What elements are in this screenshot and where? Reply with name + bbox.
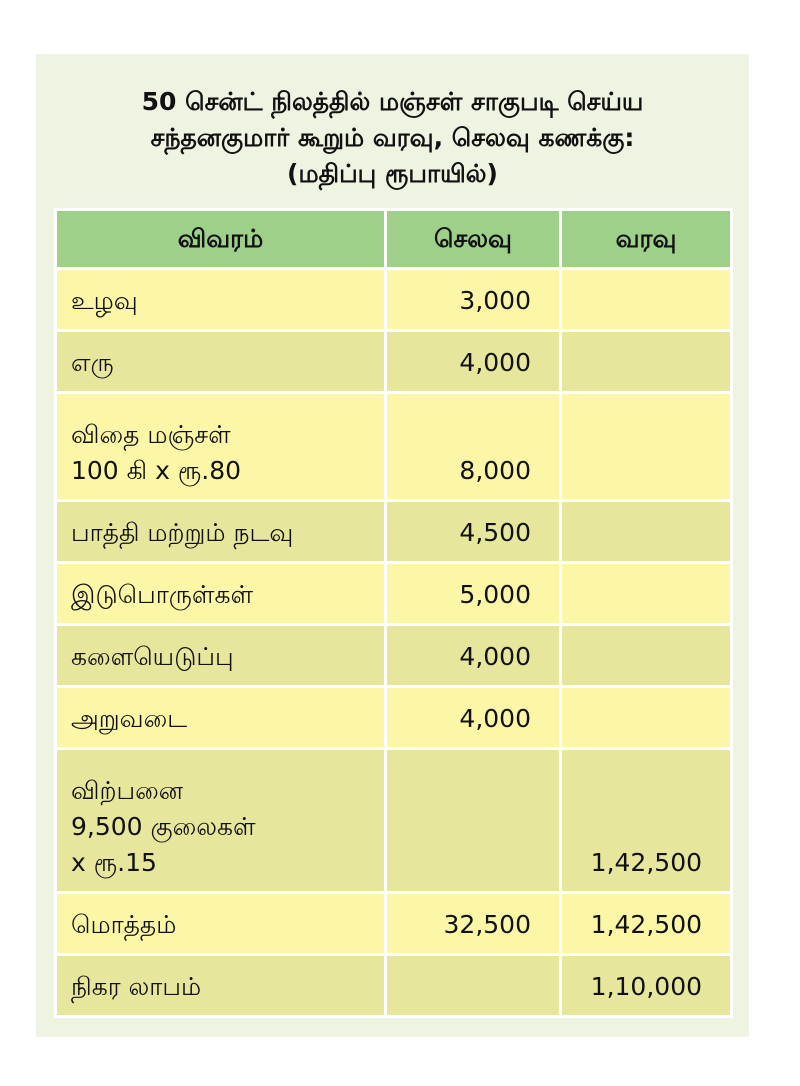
- table-row: [56, 625, 732, 687]
- row-income: [561, 687, 732, 749]
- row-item: மொத்தம்: [56, 893, 386, 955]
- row-income: 1,42,500: [561, 893, 732, 955]
- row-income: [561, 269, 732, 331]
- row-income: [561, 393, 732, 501]
- row-expense: [386, 955, 561, 1017]
- row-expense: 5,000: [386, 563, 561, 625]
- row-expense: 32,500: [386, 893, 561, 955]
- row-item: பாத்தி மற்றும் நடவு: [56, 501, 386, 563]
- row-expense: 4,500: [386, 501, 561, 563]
- row-expense: 4,000: [386, 331, 561, 393]
- row-income: [561, 625, 732, 687]
- row-income: [561, 563, 732, 625]
- row-item: அறுவடை: [56, 687, 386, 749]
- row-item: களையெடுப்பு: [56, 625, 386, 687]
- row-item: எரு: [56, 331, 386, 393]
- accounts-table: [54, 208, 733, 1018]
- header-expense: செலவு: [386, 210, 561, 269]
- row-expense: 3,000: [386, 269, 561, 331]
- header-details: விவரம்: [56, 210, 386, 269]
- row-income: [561, 501, 732, 563]
- row-expense: 4,000: [386, 687, 561, 749]
- table-row: [56, 893, 732, 955]
- table-row: [56, 269, 732, 331]
- row-expense: 8,000: [386, 393, 561, 501]
- table-row: [56, 563, 732, 625]
- table-row: [56, 749, 732, 893]
- row-income: 1,42,500: [561, 749, 732, 893]
- row-item: இடுபொருள்கள்: [56, 563, 386, 625]
- table-row: [56, 955, 732, 1017]
- row-expense: 4,000: [386, 625, 561, 687]
- table-row: [56, 687, 732, 749]
- header-income: வரவு: [561, 210, 732, 269]
- table-row: [56, 393, 732, 501]
- row-income: 1,10,000: [561, 955, 732, 1017]
- row-item: நிகர லாபம்: [56, 955, 386, 1017]
- table-row: [56, 501, 732, 563]
- table-panel: [36, 54, 749, 1037]
- title-line-3: (மதிப்பு ரூபாயில்): [287, 159, 498, 188]
- title-line-1: 50 சென்ட் நிலத்தில் மஞ்சள் சாகுபடி செய்ய: [141, 87, 644, 116]
- row-item: உழவு: [56, 269, 386, 331]
- table-row: [56, 331, 732, 393]
- title-line-2: சந்தனகுமார் கூறும் வரவு, செலவு கணக்கு:: [150, 123, 635, 152]
- page-title: [36, 84, 749, 192]
- table-header-row: [56, 210, 732, 269]
- row-expense: [386, 749, 561, 893]
- row-income: [561, 331, 732, 393]
- row-item: விதை மஞ்சள் 100 கி x ரூ.80: [56, 393, 386, 501]
- row-item: விற்பனை 9,500 குலைகள் x ரூ.15: [56, 749, 386, 893]
